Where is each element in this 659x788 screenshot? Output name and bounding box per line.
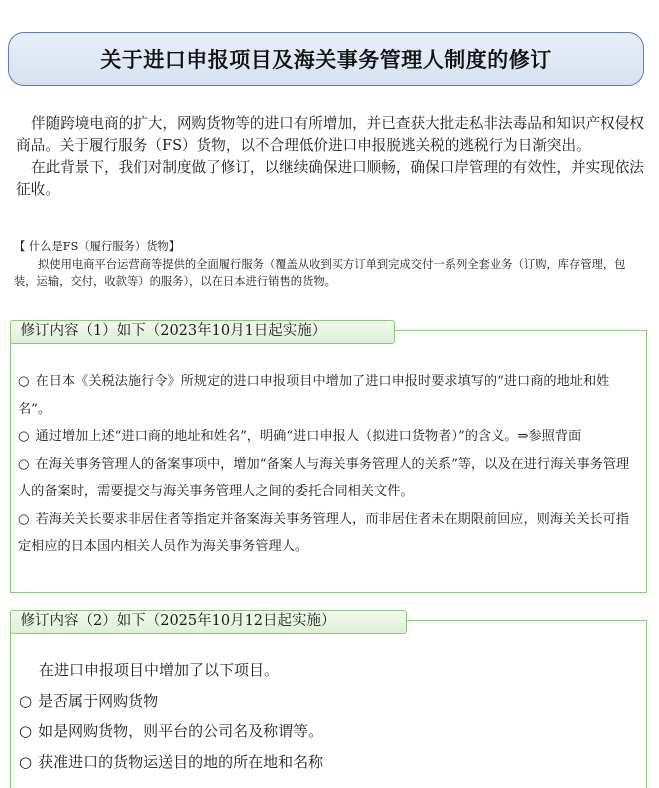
section-2-header: 修订内容（2）如下（2025年10月12日起实施）: [10, 610, 407, 634]
section-2-lead: 在进口申报项目中增加了以下项目。: [39, 661, 280, 679]
list-item: [18, 506, 640, 561]
bullet-circle-icon: ○: [19, 752, 33, 771]
list-item: [19, 747, 640, 778]
intro-paragraph: 在此背景下，我们对制度做了修订，以继续确保进口顺畅，确保口岸管理的有效性，并实现依法征收。: [16, 159, 644, 198]
section-1-header: 修订内容（1）如下（2023年10月1日起实施）: [10, 320, 395, 344]
bullet-circle-icon: ○: [18, 511, 30, 527]
list-item: [18, 451, 640, 506]
list-item-text: 如是网购货物，则平台的公司名及称谓等。: [38, 722, 324, 740]
fs-definition: [14, 238, 648, 291]
fs-heading: 【 什么是FS（履行服务）货物】: [14, 240, 181, 253]
list-item: [19, 686, 640, 717]
list-item-text: 是否属于网购货物: [38, 691, 159, 710]
list-item-text: 在日本《关税法施行令》所规定的进口申报项目中增加了进口申报时要求填写的“进口商的地址和姓名”。: [18, 374, 610, 417]
list-item: [19, 716, 640, 747]
list-item: [18, 368, 640, 423]
list-item-text: 获准进口的货物运送目的地的所在地和名称: [38, 752, 324, 771]
list-item-text: 在海关事务管理人的备案事项中，增加“备案人与海关事务管理人的关系”等，以及在进行海关事务管理人的备案时，需要提交与海关事务管理人之间的委托合同相关文件。: [18, 456, 630, 499]
intro-text: [16, 113, 646, 201]
intro-paragraph: 伴随跨境电商的扩大，网购货物等的进口有所增加，并已查获大批走私非法毒品和知识产权侵权商品。关于履行服务（FS）货物，以不合理低价进口申报脱逃关税的逃税行为日渐突出。: [16, 115, 644, 154]
bullet-circle-icon: ○: [18, 374, 30, 389]
revision-section-2: [10, 613, 647, 788]
list-item-text: 通过增加上述“进口商的地址和姓名”，明确“进口申报人（拟进口货物者）”的含义。⇒参照背面: [35, 429, 582, 444]
revision-section-1: [10, 323, 647, 593]
section-1-body: [18, 368, 640, 561]
title-box: [8, 32, 644, 86]
bullet-circle-icon: ○: [18, 456, 30, 472]
list-item: [18, 423, 640, 451]
bullet-circle-icon: ○: [19, 722, 33, 740]
section-2-body: [19, 655, 640, 777]
page-title: 关于进口申报项目及海关事务管理人制度的修订: [100, 48, 552, 72]
list-item-text: 若海关关长要求非居住者等指定并备案海关事务管理人，而非居住者未在期限前回应，则海关关长可指定相应的日本国内相关人员作为海关事务管理人。: [18, 511, 629, 554]
fs-body: 拟使用电商平台运营商等提供的全面履行服务（覆盖从收到买方订单到完成交付一系列全套业务（订购，库存管理，包装，运输，交付，收款等）的服务），以在日本进行销售的货物。: [14, 257, 626, 288]
bullet-circle-icon: ○: [19, 691, 33, 710]
bullet-circle-icon: ○: [18, 429, 30, 444]
